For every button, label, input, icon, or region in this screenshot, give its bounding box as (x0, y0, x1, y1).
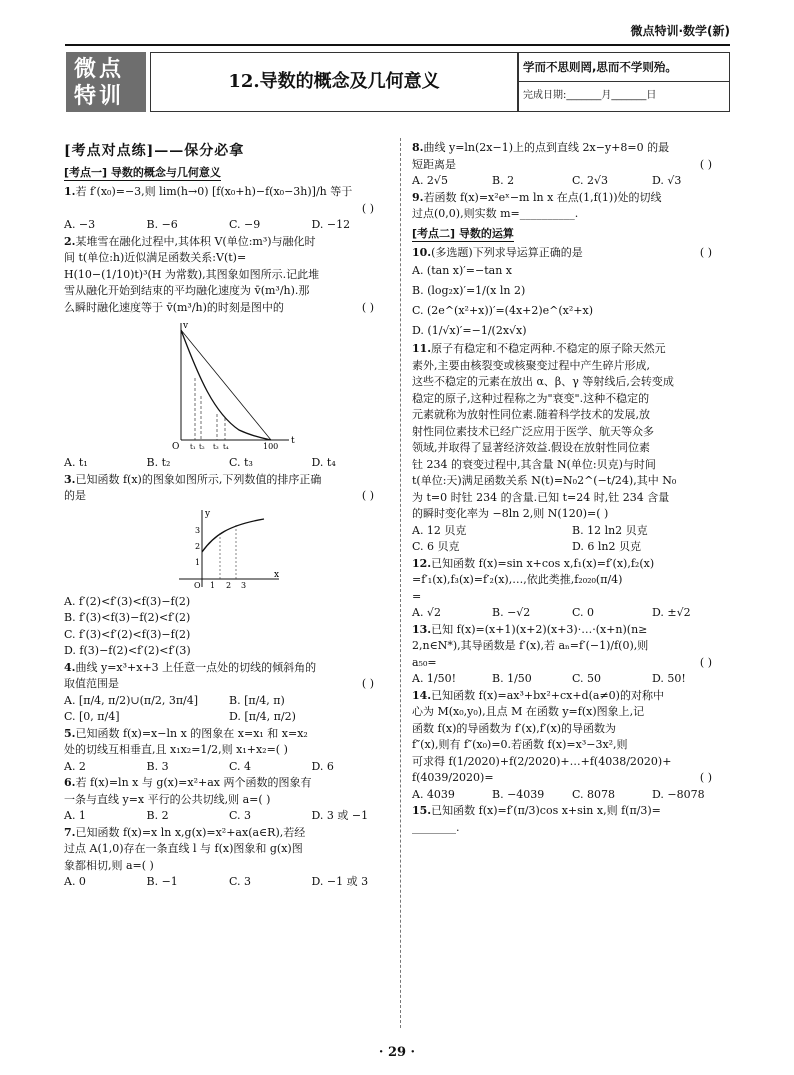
option-c: C. 50 (572, 672, 602, 685)
option-c: C. 6 贝克 (412, 540, 460, 553)
question-line: 若 f(x)=ln x 与 g(x)=x²+ax 两个函数的图象有 (75, 776, 312, 789)
question-line: 的是 (64, 489, 86, 502)
question-line: 已知函数 f(x)=x−ln x 的图象在 x=x₁ 和 x=x₂ (75, 726, 308, 740)
question-line: 若函数 f(x)=x²eˣ−m ln x 在点(1,f(1))处的切线 (423, 190, 662, 204)
question-line: 可求得 f(1/2020)+f(2/2020)+…+f(4038/2020)+ (412, 754, 672, 768)
logo (66, 52, 146, 112)
logo-line2: 特训 (74, 84, 125, 109)
answer-paren: ( ) (361, 201, 374, 215)
question-line: f(4039/2020)= (412, 771, 494, 784)
option-a: A. f′(2)<f′(3)<f(3)−f(2) (64, 594, 191, 608)
question-number: 9. (412, 190, 424, 204)
question-4 (64, 660, 394, 726)
option-a: A. √2 (412, 606, 441, 619)
question-line: 么瞬时融化速度等于 v̄(m³/h)的时刻是图中的 (64, 300, 284, 314)
question-line: a₅₀= (412, 655, 437, 669)
option-d: D. [π/4, π/2) (229, 710, 296, 723)
option-b: B. −6 (146, 218, 178, 231)
options (412, 605, 732, 622)
origin-label: O (172, 442, 180, 452)
question-number: 5. (64, 726, 76, 740)
answer-paren: ( ) (361, 300, 374, 314)
option-c: C. 4 (229, 759, 252, 773)
question-line: 象都相切,则 a=( ) (64, 858, 154, 872)
question-line: 原子有稳定和不稳定两种.不稳定的原子除天然元 (431, 342, 666, 355)
question-13 (412, 622, 732, 688)
date-field: 完成日期:_______月_______日 (518, 82, 730, 112)
answer-paren: ( ) (361, 489, 374, 502)
option-a: A. (tan x)′=−tan x (412, 264, 512, 277)
axis-label-v: v (183, 321, 189, 331)
question-line: 领域,并取得了显著经济效益.假设在放射性同位素 (412, 441, 650, 454)
option-a: A. 2 (64, 759, 86, 773)
header-rule (65, 44, 730, 46)
options (64, 759, 394, 776)
option-d: D. f(3)−f(2)<f′(2)<f′(3) (64, 644, 191, 657)
question-line: 短距离是 (412, 157, 456, 171)
answer-paren: ( ) (699, 245, 712, 259)
question-line: 曲线 y=x³+x+3 上任意一点处的切线的倾斜角的 (75, 660, 317, 674)
question-line: 已知函数 f(x)=ax³+bx²+cx+d(a≠0)的对称中 (431, 688, 664, 702)
option-c: C. [0, π/4] (64, 710, 120, 723)
question-14 (412, 688, 732, 804)
question-8 (412, 140, 732, 190)
question-line: 的瞬时变化率为 −8ln 2,则 N(120)=( ) (412, 507, 609, 520)
option-a: A. [π/4, π/2)∪(π/2, 3π/4] (64, 693, 199, 707)
question-11 (412, 341, 732, 556)
topic-tag-1: [考点一] 导数的概念与几何意义 (64, 166, 221, 179)
option-c: C. t₃ (229, 456, 253, 469)
question-5 (64, 726, 394, 776)
option-c: C. 2√3 (572, 174, 609, 187)
answer-paren: ( ) (699, 655, 712, 669)
question-line: 2,n∈N*),其导函数是 f′(x),若 aₙ=f′(−1)/f(0),则 (412, 639, 649, 652)
option-c: C. f′(3)<f′(2)<f(3)−f(2) (64, 627, 191, 641)
question-text: 若 f′(x₀)=−3,则 lim(h→0) [f(x₀+h)−f(x₀−3h)]/h 等于 (75, 185, 353, 198)
question-number: 7. (64, 825, 76, 839)
option-c: C. 8078 (572, 787, 616, 801)
question-2 (64, 234, 394, 472)
question-line: = (412, 589, 422, 603)
answer-paren: ( ) (361, 677, 374, 690)
question-line: 为 t=0 时钍 234 的含量.已知 t=24 时,钍 234 含量 (412, 490, 670, 504)
question-line: 间 t(单位:h)近似满足函数关系:V(t)= (64, 251, 247, 264)
option-d: D. ±√2 (652, 606, 691, 619)
melting-graph (159, 318, 299, 453)
option-b: B. f′(3)<f(3)−f(2)<f′(2) (64, 611, 191, 624)
option-b: B. −4039 (492, 787, 545, 801)
question-line: 这些不稳定的元素在放出 α、β、γ 等射线后,会转变成 (412, 375, 674, 388)
option-b: B. −1 (146, 875, 178, 888)
options (412, 261, 732, 341)
question-line: 过点 A(1,0)存在一条直线 l 与 f(x)图象和 g(x)图 (64, 842, 303, 855)
option-d: D. 3 或 −1 (311, 809, 369, 822)
question-line: 已知函数 f(x)=sin x+cos x,f₁(x)=f′(x),f₂(x) (431, 556, 655, 570)
question-number: 11. (412, 342, 432, 355)
options (412, 173, 732, 190)
option-b: B. 2 (492, 174, 515, 187)
option-d: D. −1 或 3 (311, 875, 369, 888)
section-title: [考点对点练]——保分必拿 (64, 143, 245, 159)
question-number: 8. (412, 141, 424, 154)
answer-paren: ( ) (699, 157, 712, 171)
question-6 (64, 775, 394, 825)
tick-label: 2 (226, 580, 232, 590)
question-line: 处的切线互相垂直,且 x₁x₂=1/2,则 x₁+x₂=( ) (64, 743, 288, 756)
option-d: D. (1/√x)′=−1/(2x√x) (412, 324, 527, 337)
tick-label: t₁ (190, 443, 196, 451)
question-number: 3. (64, 472, 76, 486)
option-b: B. 1/50 (492, 672, 532, 685)
question-line: 稳定的原子,这种过程称之为"衰变".这种不稳定的 (412, 391, 650, 405)
option-c: C. 0 (572, 606, 595, 619)
axis-label-y: y (205, 508, 211, 519)
tick-label: t₄ (223, 443, 229, 451)
question-line: 已知函数 f(x)=f′(π/3)cos x+sin x,则 f(π/3)= (431, 804, 661, 817)
option-d: D. −8078 (652, 787, 705, 801)
question-line: 取值范围是 (64, 677, 119, 690)
question-line: f″(x),则有 f″(x₀)=0.若函数 f(x)=x³−3x²,则 (412, 738, 628, 751)
tick-label: 1 (195, 557, 201, 567)
option-d: D. −12 (311, 218, 351, 231)
option-c: C. 3 (229, 875, 252, 888)
question-line: 曲线 y=ln(2x−1)上的点到直线 2x−y+8=0 的最 (423, 141, 670, 154)
option-a: A. 0 (64, 875, 86, 888)
question-number: 12. (412, 556, 432, 570)
question-line: 钍 234 的衰变过程中,其含量 N(单位:贝克)与时间 (412, 457, 656, 471)
question-line: 某堆雪在融化过程中,其体积 V(单位:m³)与融化时 (75, 234, 316, 248)
option-a: A. 2√5 (412, 174, 448, 187)
column-divider (400, 138, 401, 1028)
motto: 学而不思则罔,思而不学则殆。 (518, 52, 730, 82)
tick-label: 3 (195, 525, 201, 535)
options (64, 594, 394, 660)
question-line: 元素就称为放射性同位素.随着科学技术的发展,放 (412, 408, 650, 421)
option-d: D. 50! (652, 672, 686, 685)
question-line: ________. (412, 820, 460, 834)
question-line: 过点(0,0),则实数 m=__________. (412, 207, 579, 220)
options (412, 787, 732, 804)
header-series: 微点特训·数学(新) (630, 24, 730, 38)
function-graph (174, 507, 284, 592)
tick-label: t₂ (199, 443, 205, 451)
options (64, 217, 394, 234)
question-line: =f′₁(x),f₃(x)=f′₂(x),…,依此类推,f₂₀₂₀(π/4) (412, 573, 623, 586)
question-7 (64, 825, 394, 891)
option-b: B. (log₂x)′=1/(x ln 2) (412, 284, 526, 297)
page-number: · 29 · (378, 1045, 416, 1060)
options (64, 455, 394, 472)
option-b: B. 2 (146, 809, 169, 822)
question-number: 14. (412, 688, 432, 702)
question-9 (412, 190, 732, 223)
question-10 (412, 245, 732, 342)
option-b: B. 3 (146, 759, 169, 773)
tick-label: t₃ (213, 443, 219, 451)
options (64, 693, 394, 726)
option-b: B. t₂ (146, 456, 171, 469)
option-b: B. 12 ln2 贝克 (572, 523, 648, 537)
question-number: 10. (412, 245, 432, 259)
left-column (64, 140, 394, 891)
right-column (412, 140, 732, 836)
option-a: A. 1 (64, 809, 86, 822)
question-number: 6. (64, 776, 76, 789)
question-line: 函数 f(x)的导函数为 f′(x),f′(x)的导函数为 (412, 721, 617, 735)
origin-label: O (194, 580, 201, 590)
question-number: 4. (64, 660, 76, 674)
question-1 (64, 184, 394, 234)
option-c: C. 3 (229, 809, 252, 822)
tick-label: 3 (241, 580, 247, 590)
options (412, 671, 732, 688)
question-line: 一条与直线 y=x 平行的公共切线,则 a=( ) (64, 792, 271, 806)
options (64, 874, 394, 891)
answer-paren: ( ) (699, 771, 712, 784)
question-number: 13. (412, 622, 432, 636)
question-3 (64, 472, 394, 660)
question-line: H(10−(1/10)t)³(H 为常数),其图象如图所示.记此堆 (64, 267, 320, 281)
option-b: B. [π/4, π) (229, 693, 285, 707)
question-15 (412, 803, 732, 836)
option-c: C. (2e^(x²+x))′=(4x+2)e^(x²+x) (412, 304, 594, 317)
option-a: A. 1/50! (412, 672, 457, 685)
axis-label-x: x (274, 569, 280, 580)
option-a: A. −3 (64, 218, 96, 231)
question-line: 素外,主要由核裂变或核聚变过程中产生碎片形成, (412, 358, 650, 372)
question-number: 2. (64, 234, 76, 248)
option-d: D. t₄ (311, 456, 336, 469)
tick-label: 100 (263, 442, 279, 451)
option-c: C. −9 (229, 218, 261, 231)
option-a: A. 4039 (412, 787, 455, 801)
options (412, 523, 732, 556)
question-line: 心为 M(x₀,y₀),且点 M 在函数 y=f(x)图象上,记 (412, 705, 645, 718)
option-b: B. −√2 (492, 606, 531, 619)
question-line: t(单位:天)满足函数关系 N(t)=N₀2^(−t/24),其中 N₀ (412, 474, 677, 487)
page-title: 12.导数的概念及几何意义 (150, 52, 518, 112)
question-line: 射性同位素技术已经广泛应用于医学、航天等众多 (412, 424, 654, 438)
tick-label: 2 (195, 541, 201, 551)
question-number: 1. (64, 185, 76, 198)
option-d: D. √3 (652, 174, 682, 187)
question-12 (412, 556, 732, 622)
question-text: (多选题)下列求导运算正确的是 (431, 245, 583, 259)
question-line: 已知函数 f(x)=x ln x,g(x)=x²+ax(a∈R),若经 (75, 825, 306, 839)
option-d: D. 6 (311, 759, 334, 773)
options (64, 808, 394, 825)
logo-line1: 微点 (74, 57, 125, 82)
topic-tag-2: [考点二] 导数的运算 (412, 226, 514, 240)
option-d: D. 6 ln2 贝克 (572, 540, 642, 553)
option-a: A. t₁ (64, 456, 88, 469)
tick-label: 1 (210, 580, 216, 590)
question-line: 已知函数 f(x)的图象如图所示,下列数值的排序正确 (75, 472, 322, 486)
question-line: 已知 f(x)=(x+1)(x+2)(x+3)·…·(x+n)(n≥ (431, 622, 648, 636)
question-line: 雪从融化开始到结束的平均融化速度为 v̄(m³/h).那 (64, 284, 310, 297)
question-number: 15. (412, 804, 432, 817)
axis-label-t: t (291, 436, 295, 446)
option-a: A. 12 贝克 (412, 523, 467, 537)
